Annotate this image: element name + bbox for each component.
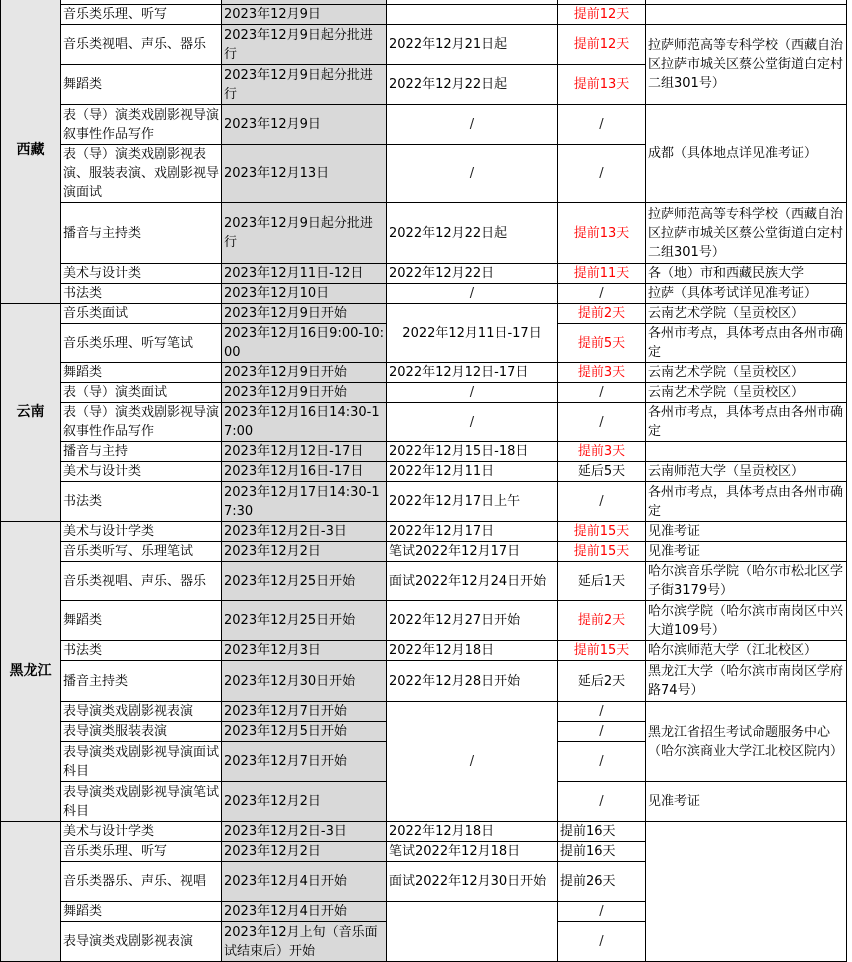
exam-date-cell: 2023年12月2日: [222, 542, 387, 562]
adjustment-cell: 提前16天: [558, 822, 646, 842]
exam-date-cell: 2023年12月2日-3日: [222, 822, 387, 842]
result-date-cell: [387, 902, 558, 962]
result-date-cell: 2022年12月21日起: [387, 25, 558, 65]
location-cell: 云南艺术学院（呈贡校区）: [646, 363, 847, 383]
subject-cell: 美术与设计学类: [61, 822, 222, 842]
adjustment-cell: 延后1天: [558, 562, 646, 601]
subject-cell: 表（导）演类戏剧影视导演叙事性作品写作: [61, 105, 222, 145]
adjustment-cell: /: [558, 702, 646, 722]
exam-date-cell: 2023年12月13日: [222, 145, 387, 203]
location-cell: 黑龙江省招生考试命题服务中心（哈尔滨商业大学江北校区院内）: [646, 702, 847, 782]
exam-date-cell: 2023年12月7日开始: [222, 702, 387, 722]
adjustment-cell: 提前12天: [558, 25, 646, 65]
adjustment-cell: 提前13天: [558, 65, 646, 105]
location-cell: 成都（具体地点详见准考证）: [646, 105, 847, 203]
exam-date-cell: 2023年12月9日: [222, 105, 387, 145]
exam-date-cell: 2023年12月16日-17日: [222, 462, 387, 482]
subject-cell: 表导演类服装表演: [61, 722, 222, 742]
result-date-cell: /: [387, 145, 558, 203]
adjustment-cell: 提前16天: [558, 842, 646, 862]
location-cell: 见准考证: [646, 782, 847, 822]
exam-date-cell: 2023年12月9日开始: [222, 363, 387, 383]
subject-cell: 音乐类听写、乐理笔试: [61, 542, 222, 562]
exam-date-cell: 2023年12月12日-17日: [222, 442, 387, 462]
location-cell: 各州市考点，具体考点由各州市确定: [646, 324, 847, 363]
adjustment-cell: 提前13天: [558, 203, 646, 264]
adjustment-cell: /: [558, 403, 646, 442]
subject-cell: 表导演类戏剧影视表演: [61, 702, 222, 722]
adjustment-cell: /: [558, 922, 646, 962]
subject-cell: 书法类: [61, 641, 222, 661]
location-cell: 拉萨师范高等专科学校（西藏自治区拉萨市城关区蔡公堂街道白定村二组301号）: [646, 25, 847, 105]
subject-cell: 表导演类戏剧影视导演笔试科目: [61, 782, 222, 822]
result-date-cell: [387, 5, 558, 25]
result-date-cell: /: [387, 284, 558, 304]
location-cell: [646, 822, 847, 962]
result-date-cell: 2022年12月18日: [387, 822, 558, 842]
exam-date-cell: 2023年12月4日开始: [222, 862, 387, 902]
adjustment-cell: 提前2天: [558, 304, 646, 324]
subject-cell: 书法类: [61, 482, 222, 522]
adjustment-cell: 提前5天: [558, 324, 646, 363]
result-date-cell: /: [387, 105, 558, 145]
location-cell: 云南师范大学（呈贡校区）: [646, 462, 847, 482]
subject-cell: 舞蹈类: [61, 363, 222, 383]
result-date-cell: 笔试2022年12月18日: [387, 842, 558, 862]
result-date-cell: /: [387, 702, 558, 822]
exam-date-cell: 2023年12月25日开始: [222, 601, 387, 641]
adjustment-cell: 提前15天: [558, 641, 646, 661]
exam-date-cell: 2023年12月25日开始: [222, 562, 387, 601]
adjustment-cell: /: [558, 105, 646, 145]
subject-cell: 表（导）演类面试: [61, 383, 222, 403]
subject-cell: 播音与主持类: [61, 203, 222, 264]
subject-cell: 音乐类器乐、声乐、视唱: [61, 862, 222, 902]
exam-date-cell: 2023年12月9日开始: [222, 383, 387, 403]
exam-date-cell: 2023年12月7日开始: [222, 742, 387, 782]
adjustment-cell: 提前26天: [558, 862, 646, 902]
adjustment-cell: /: [558, 383, 646, 403]
exam-date-cell: 2023年12月17日14:30-17:30: [222, 482, 387, 522]
exam-date-cell: 2023年12月4日开始: [222, 902, 387, 922]
province-name: 云南: [1, 304, 61, 522]
subject-cell: 表导演类戏剧影视导演面试科目: [61, 742, 222, 782]
location-cell: 哈尔滨音乐学院（哈尔市松北区学子街3179号）: [646, 562, 847, 601]
result-date-cell: /: [387, 383, 558, 403]
exam-date-cell: 2023年12月9日起分批进行: [222, 25, 387, 65]
exam-date-cell: 2023年12月5日开始: [222, 722, 387, 742]
adjustment-cell: 提前11天: [558, 264, 646, 284]
exam-date-cell: 2023年12月3日: [222, 641, 387, 661]
subject-cell: 音乐类乐理、听写: [61, 5, 222, 25]
location-cell: 见准考证: [646, 522, 847, 542]
result-date-cell: 2022年12月17日上午: [387, 482, 558, 522]
adjustment-cell: /: [558, 722, 646, 742]
subject-cell: 舞蹈类: [61, 65, 222, 105]
subject-cell: 音乐类视唱、声乐、器乐: [61, 25, 222, 65]
exam-date-cell: 2023年12月30日开始: [222, 661, 387, 702]
location-cell: 哈尔滨师范大学（江北校区）: [646, 641, 847, 661]
exam-date-cell: 2023年12月9日起分批进行: [222, 203, 387, 264]
adjustment-cell: 提前12天: [558, 5, 646, 25]
result-date-cell: 2022年12月18日: [387, 641, 558, 661]
location-cell: 云南艺术学院（呈贡校区）: [646, 383, 847, 403]
subject-cell: 舞蹈类: [61, 601, 222, 641]
result-date-cell: 面试2022年12月30日开始: [387, 862, 558, 902]
adjustment-cell: /: [558, 742, 646, 782]
subject-cell: 表导演类戏剧影视表演: [61, 922, 222, 962]
result-date-cell: 面试2022年12月24日开始: [387, 562, 558, 601]
exam-date-cell: 2023年12月2日-3日: [222, 522, 387, 542]
subject-cell: 音乐类乐理、听写笔试: [61, 324, 222, 363]
subject-cell: 音乐类视唱、声乐、器乐: [61, 562, 222, 601]
adjustment-cell: /: [558, 284, 646, 304]
result-date-cell: 2022年12月15日-18日: [387, 442, 558, 462]
subject-cell: 舞蹈类: [61, 902, 222, 922]
subject-cell: 美术与设计类: [61, 264, 222, 284]
result-date-cell: 2022年12月11日: [387, 462, 558, 482]
subject-cell: 美术与设计学类: [61, 522, 222, 542]
result-date-cell: 2022年12月12日-17日: [387, 363, 558, 383]
location-cell: 黑龙江大学（哈尔滨市南岗区学府路74号）: [646, 661, 847, 702]
exam-date-cell: 2023年12月2日: [222, 782, 387, 822]
subject-cell: 播音主持类: [61, 661, 222, 702]
result-date-cell: 2022年12月22日: [387, 264, 558, 284]
adjustment-cell: /: [558, 482, 646, 522]
location-cell: 各（地）市和西藏民族大学: [646, 264, 847, 284]
adjustment-cell: /: [558, 782, 646, 822]
adjustment-cell: 提前15天: [558, 542, 646, 562]
subject-cell: 书法类: [61, 284, 222, 304]
adjustment-cell: 延后5天: [558, 462, 646, 482]
exam-date-cell: 2023年12月2日: [222, 842, 387, 862]
location-cell: 各州市考点，具体考点由各州市确定: [646, 403, 847, 442]
exam-date-cell: 2023年12月上旬（音乐面试结束后）开始: [222, 922, 387, 962]
location-cell: 拉萨（具体考试详见准考证）: [646, 284, 847, 304]
exam-date-cell: 2023年12月11日-12日: [222, 264, 387, 284]
location-cell: 见准考证: [646, 542, 847, 562]
adjustment-cell: 提前3天: [558, 363, 646, 383]
location-cell: 拉萨师范高等专科学校（西藏自治区拉萨市城关区蔡公堂街道白定村二组301号）: [646, 203, 847, 264]
result-date-cell: 2022年12月22日起: [387, 65, 558, 105]
result-date-cell: /: [387, 403, 558, 442]
province-name: 黑龙江: [1, 522, 61, 822]
adjustment-cell: 提前15天: [558, 522, 646, 542]
location-cell: [646, 5, 847, 25]
subject-cell: 音乐类面试: [61, 304, 222, 324]
exam-date-cell: 2023年12月9日开始: [222, 304, 387, 324]
exam-date-cell: 2023年12月16日9:00-10:00: [222, 324, 387, 363]
exam-date-cell: 2023年12月16日14:30-17:00: [222, 403, 387, 442]
adjustment-cell: 提前2天: [558, 601, 646, 641]
subject-cell: 播音与主持: [61, 442, 222, 462]
result-date-cell: 笔试2022年12月17日: [387, 542, 558, 562]
result-date-cell: 2022年12月22日起: [387, 203, 558, 264]
adjustment-cell: /: [558, 145, 646, 203]
subject-cell: 表（导）演类戏剧影视表演、服装表演、戏剧影视导演面试: [61, 145, 222, 203]
result-date-cell: 2022年12月27日开始: [387, 601, 558, 641]
location-cell: 哈尔滨学院（哈尔滨市南岗区中兴大道109号）: [646, 601, 847, 641]
exam-date-cell: 2023年12月9日起分批进行: [222, 65, 387, 105]
subject-cell: 美术与设计类: [61, 462, 222, 482]
location-cell: [646, 442, 847, 462]
adjustment-cell: 延后2天: [558, 661, 646, 702]
location-cell: 各州市考点，具体考点由各州市确定: [646, 482, 847, 522]
exam-date-cell: 2023年12月9日: [222, 5, 387, 25]
adjustment-cell: /: [558, 902, 646, 922]
location-cell: 云南艺术学院（呈贡校区）: [646, 304, 847, 324]
province-name: [1, 822, 61, 962]
subject-cell: 表（导）演类戏剧影视导演叙事性作品写作: [61, 403, 222, 442]
result-date-cell: 2022年12月11日-17日: [387, 304, 558, 363]
subject-cell: 音乐类乐理、听写: [61, 842, 222, 862]
province-name: 西藏: [1, 0, 61, 304]
exam-date-cell: 2023年12月10日: [222, 284, 387, 304]
result-date-cell: 2022年12月17日: [387, 522, 558, 542]
adjustment-cell: 提前3天: [558, 442, 646, 462]
result-date-cell: 2022年12月28日开始: [387, 661, 558, 702]
